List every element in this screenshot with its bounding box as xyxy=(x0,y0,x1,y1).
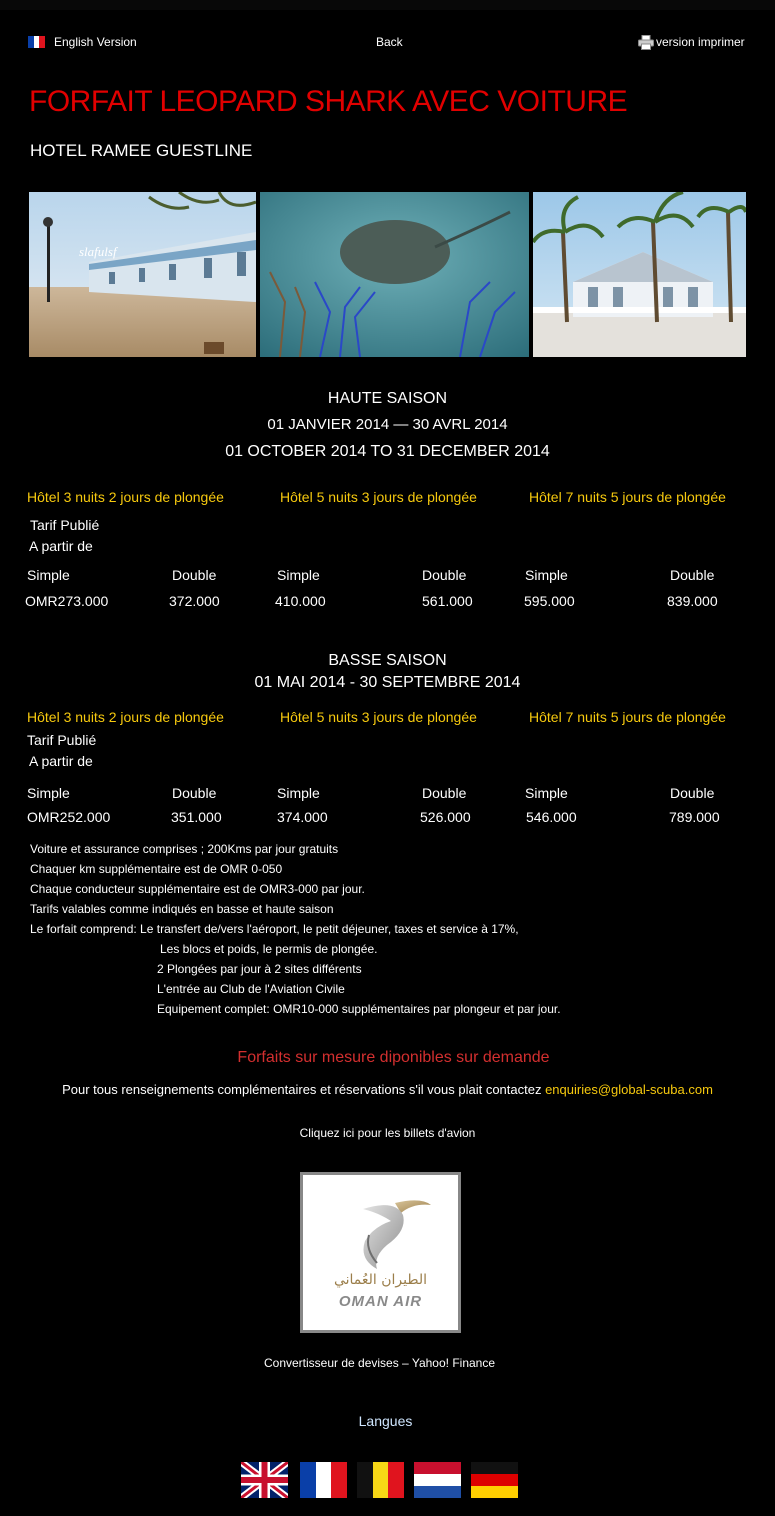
photo-caption: slafulsf xyxy=(79,244,117,259)
low-tarif-label: Tarif Publié xyxy=(27,732,97,748)
high-price: 410.000 xyxy=(275,593,326,609)
condition-line: Chaquer km supplémentaire est de OMR 0-050 xyxy=(30,862,283,876)
french-flag-icon xyxy=(28,36,45,48)
belgium-flag-icon[interactable] xyxy=(357,1462,404,1498)
email-link[interactable]: enquiries@global-scuba.com xyxy=(545,1082,713,1097)
resort-building-photo xyxy=(533,192,746,357)
low-col-header: Double xyxy=(422,785,467,801)
english-version-link[interactable]: English Version xyxy=(54,35,137,49)
condition-line: Chaque conducteur supplémentaire est de OMR3-000 par jour. xyxy=(30,882,365,896)
high-price: 839.000 xyxy=(667,593,718,609)
low-package-5-nights: Hôtel 5 nuits 3 jours de plongée xyxy=(280,709,477,725)
currency-converter-link[interactable]: Convertisseur de devises – Yahoo! Finance xyxy=(263,1356,496,1370)
oman-air-logo[interactable] xyxy=(300,1172,461,1333)
high-col-header: Simple xyxy=(525,567,568,583)
low-col-header: Double xyxy=(670,785,715,801)
high-package-7-nights: Hôtel 7 nuits 5 jours de plongée xyxy=(529,489,726,505)
logo-name: OMAN AIR xyxy=(338,1293,423,1310)
high-tarif-label: Tarif Publié xyxy=(30,517,100,533)
printer-icon[interactable] xyxy=(638,35,654,50)
high-col-header: Simple xyxy=(27,567,70,583)
low-col-header: Simple xyxy=(277,785,320,801)
high-package-3-nights: Hôtel 3 nuits 2 jours de plongée xyxy=(27,489,224,505)
high-season-dates-2: 01 OCTOBER 2014 TO 31 DECEMBER 2014 xyxy=(225,443,550,460)
low-season-heading: BASSE SAISON xyxy=(328,652,447,669)
languages-label: Langues xyxy=(358,1413,413,1429)
high-col-header: Simple xyxy=(277,567,320,583)
condition-line: Tarifs valables comme indiqués en basse et haute saison xyxy=(30,902,334,916)
high-price: OMR273.000 xyxy=(25,593,109,609)
condition-line: Le forfait comprend: Le transfert de/vers l'aéroport, le petit déjeuner, taxes et service à 17%, xyxy=(30,922,519,936)
low-price: 526.000 xyxy=(420,809,471,825)
low-col-header: Simple xyxy=(27,785,70,801)
high-package-5-nights: Hôtel 5 nuits 3 jours de plongée xyxy=(280,489,477,505)
page-title: FORFAIT LEOPARD SHARK AVEC VOITURE xyxy=(29,85,628,118)
contact-text: Pour tous renseignements complémentaires et réservations s'il vous plait contactez xyxy=(62,1082,546,1097)
low-package-7-nights: Hôtel 7 nuits 5 jours de plongée xyxy=(529,709,726,725)
contact-line xyxy=(0,1082,775,1097)
high-col-header: Double xyxy=(172,567,217,583)
low-season-dates: 01 MAI 2014 - 30 SEPTEMBRE 2014 xyxy=(254,674,521,691)
beach-huts-photo xyxy=(29,192,256,357)
high-season-dates-1: 01 JANVIER 2014 — 30 AVRL 2014 xyxy=(267,416,508,433)
condition-line: Voiture et assurance comprises ; 200Kms par jour gratuits xyxy=(30,842,339,856)
hotel-name: HOTEL RAMEE GUESTLINE xyxy=(30,141,253,160)
condition-line: Equipement complet: OMR10-000 supplémentaires par plongeur et par jour. xyxy=(157,1002,561,1016)
high-price: 372.000 xyxy=(169,593,220,609)
low-from-label: A partir de xyxy=(29,753,93,769)
low-price: 374.000 xyxy=(277,809,328,825)
logo-arabic: الطيران العُماني xyxy=(333,1272,428,1288)
print-version-link[interactable]: version imprimer xyxy=(656,35,745,49)
oman-air-wing-icon xyxy=(395,1200,431,1213)
condition-line: Les blocs et poids, le permis de plongée. xyxy=(160,942,378,956)
custom-packages-note: Forfaits sur mesure diponibles sur demande xyxy=(237,1049,550,1066)
low-price: 351.000 xyxy=(171,809,222,825)
condition-line: L'entrée au Club de l'Aviation Civile xyxy=(157,982,345,996)
condition-line: 2 Plongées par jour à 2 sites différents xyxy=(157,962,362,976)
high-season-heading: HAUTE SAISON xyxy=(327,390,448,407)
high-from-label: A partir de xyxy=(29,538,93,554)
netherlands-flag-icon[interactable] xyxy=(414,1462,461,1498)
flight-tickets-link[interactable]: Cliquez ici pour les billets d'avion xyxy=(299,1126,476,1140)
uk-flag-icon[interactable] xyxy=(241,1462,288,1498)
low-package-3-nights: Hôtel 3 nuits 2 jours de plongée xyxy=(27,709,224,725)
low-price: 546.000 xyxy=(526,809,577,825)
low-price: 789.000 xyxy=(669,809,720,825)
low-col-header: Double xyxy=(172,785,217,801)
high-col-header: Double xyxy=(422,567,467,583)
high-price: 561.000 xyxy=(422,593,473,609)
stingray-photo xyxy=(260,192,529,357)
low-col-header: Simple xyxy=(525,785,568,801)
high-col-header: Double xyxy=(670,567,715,583)
low-price: OMR252.000 xyxy=(27,809,111,825)
back-link[interactable]: Back xyxy=(376,35,403,49)
top-bar xyxy=(0,0,775,10)
germany-flag-icon[interactable] xyxy=(471,1462,518,1498)
france-flag-icon[interactable] xyxy=(300,1462,347,1498)
high-price: 595.000 xyxy=(524,593,575,609)
